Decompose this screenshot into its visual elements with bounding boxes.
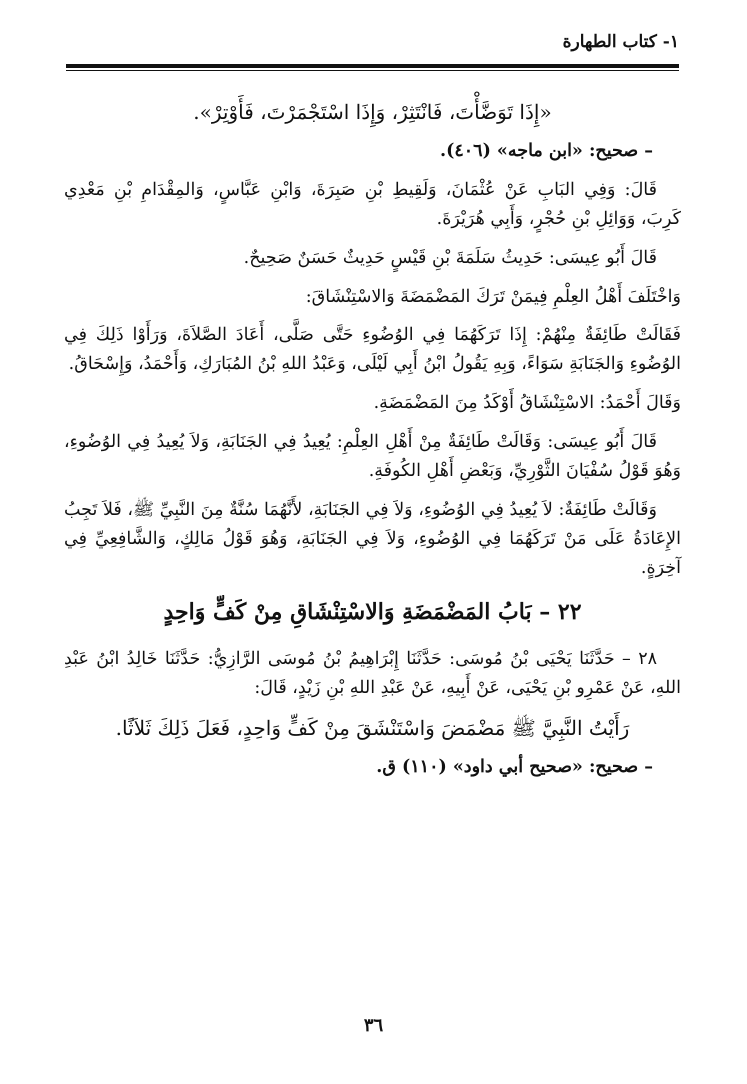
hadith-text: «إِذَا تَوَضَّأْتَ، فَانْتَثِرْ، وَإِذَا اسْتَجْمَرْتَ، فَأَوْتِرْ». (193, 100, 552, 124)
page-number: ٣٦ (363, 1015, 384, 1036)
header-rule (66, 64, 679, 71)
paragraph: قَالَ أَبُو عِيسَى: وَقَالَتْ طَائِفَةٌ مِنْ أَهْلِ العِلْمِ: يُعِيدُ فِي الجَنَابَةِ، وَلاَ يُعِيدُ فِي الوُضُوءِ، وَهُوَ قَوْلُ سُفْيَانَ الثَّوْرِيِّ، وَبَعْضِ أَهْلِ الكُوفَةِ. (64, 432, 681, 481)
grading-note: – صحيح: «صحيح أبي داود» (١١٠) ق. (376, 757, 653, 778)
paragraph: فَقَالَتْ طَائِفَةٌ مِنْهُمْ: إِذَا تَرَكَهُمَا فِي الوُضُوءِ حَتَّى صَلَّى، أَعَادَ الصَّلاَةَ، وَرَأَوْا ذَلِكَ فِي الوُضُوءِ وَالجَنَابَةِ سَوَاءً، وَبِهِ يَقُولُ ابْنُ أَبِي لَيْلَى، وَعَبْدُ اللهِ بْنُ المُبَارَكِ، وَأَحْمَدُ، وَإِسْحَاقُ. (64, 325, 681, 375)
paragraph: وَاخْتَلَفَ أَهْلُ العِلْمِ فِيمَنْ تَرَكَ المَضْمَضَةَ وَالاسْتِنْشَاقَ: (305, 286, 681, 307)
grading-note: – صحيح: «ابن ماجه» (٤٠٦). (439, 141, 653, 161)
paragraph: قَالَ أَبُو عِيسَى: حَدِيثُ سَلَمَةَ بْنِ قَيْسٍ حَدِيثٌ حَسَنٌ صَحِيحٌ. (243, 247, 657, 268)
hadith-text: رَأَيْتُ النَّبِيَّ ﷺ مَضْمَضَ وَاسْتَنْشَقَ مِنْ كَفٍّ وَاحِدٍ، فَعَلَ ذَلِكَ ثَلاَثًا. (115, 716, 630, 741)
chapter-title: ٢٢ – بَابُ المَضْمَضَةِ وَالاسْتِنْشَاقِ مِنْ كَفٍّ وَاحِدٍ (163, 599, 582, 626)
paragraph: وَقَالَتْ طَائِفَةٌ: لاَ يُعِيدُ فِي الوُضُوءِ، وَلاَ فِي الجَنَابَةِ، لأَنَّهُمَا سُنَّةٌ مِنَ النَّبِيِّ ﷺ، فَلاَ تَجِبُ الإِعَادَةُ عَلَى مَنْ تَرَكَهُمَا فِي الوُضُوءِ، وَلاَ فِي الجَنَابَةِ، وَهُوَ قَوْلُ مَالِكٍ، وَالشَّافِعِيِّ فِي آخِرَةٍ. (64, 499, 681, 578)
page-content (64, 96, 681, 792)
paragraph: قَالَ: وَفِي البَابِ عَنْ عُثْمَانَ، وَلَقِيطِ بْنِ صَبِرَةَ، وَابْنِ عَبَّاسٍ، وَالمِقْدَامِ بْنِ مَعْدِي كَرِبَ، وَوَائِلِ بْنِ حُجْرٍ، وَأَبِي هُرَيْرَةَ. (64, 179, 681, 229)
isnad-paragraph: ٢٨ – حَدَّثَنَا يَحْيَى بْنُ مُوسَى: حَدَّثَنَا إِبْرَاهِيمُ بْنُ مُوسَى الرَّازِيُّ: حَدَّثَنَا خَالِدُ ابْنُ عَبْدِ اللهِ، عَنْ عَمْرِو بْنِ يَحْيَى، عَنْ أَبِيهِ، عَنْ عَبْدِ اللهِ بْنِ زَيْدٍ، قَالَ: (64, 648, 681, 698)
running-header: ١- كتاب الطهارة (562, 32, 679, 52)
paragraph: وَقَالَ أَحْمَدُ: الاسْتِنْشَاقُ أَوْكَدُ مِنَ المَضْمَضَةِ. (373, 393, 681, 414)
